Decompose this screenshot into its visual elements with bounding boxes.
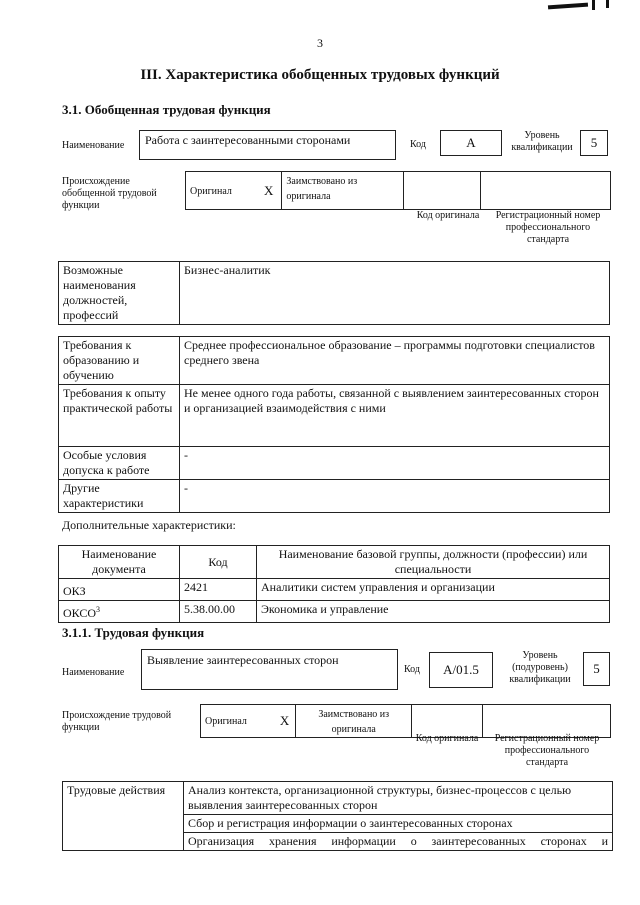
additional-code: 2421 [180, 579, 257, 601]
gtf-original-label: Оригинал [190, 185, 232, 197]
additional-name: Экономика и управление [257, 601, 610, 623]
tf-name-box [141, 649, 398, 690]
additional-header: Наименование документа [59, 546, 180, 579]
additional-table [58, 545, 610, 623]
requirement-label: Особые условия допуска к работе [59, 447, 180, 480]
tf-original-mark: X [279, 713, 290, 728]
positions-value: Бизнес-аналитик [180, 262, 610, 325]
action-item: Сбор и регистрация информации о заинтересованных сторонах [184, 815, 613, 833]
tf-code-value: A/01.5 [443, 662, 479, 677]
gtf-heading: 3.1. Обобщенная трудовая функция [62, 102, 271, 117]
requirement-label: Требования к опыту практической работы [59, 385, 180, 447]
tf-name-label: Наименование [62, 667, 125, 678]
additional-header: Наименование базовой группы, должности (профессии) или специальности [257, 546, 610, 579]
requirement-value: - [180, 447, 610, 480]
gtf-name-value: Работа с заинтересованными сторонами [145, 133, 351, 147]
requirement-value: Среднее профессиональное образование – программы подготовки специалистов среднего звена [180, 337, 610, 385]
scan-mark [606, 0, 609, 8]
gtf-level-label: Уровень квалификации [511, 130, 573, 153]
tf-level-label: Уровень (подуровень) квалификации [509, 650, 571, 685]
requirement-label: Другие характеристики [59, 480, 180, 513]
additional-header: Код [180, 546, 257, 579]
tf-reg-number-label: Регистрационный номер профессионального стандарта [494, 733, 600, 768]
gtf-code-label: Код [410, 139, 426, 150]
additional-heading: Дополнительные характеристики: [62, 518, 236, 532]
tf-heading: 3.1.1. Трудовая функция [62, 625, 205, 640]
section-title: III. Характеристика обобщенных трудовых функций [140, 67, 500, 83]
tf-name-value: Выявление заинтересованных сторон [147, 653, 339, 667]
gtf-level-box [580, 130, 608, 156]
gtf-code-original-cell [403, 172, 481, 210]
actions-label: Трудовые действия [63, 782, 184, 851]
requirement-label: Требования к образованию и обучению [59, 337, 180, 385]
scan-mark [592, 0, 595, 10]
tf-original-label: Оригинал [205, 716, 247, 727]
table-row [59, 579, 610, 601]
action-item: Анализ контекста, организационной структуры, бизнес-процессов с целью выявления заинтересованных сторон [184, 782, 613, 815]
gtf-name-box [139, 130, 396, 160]
gtf-borrowed-label: Заимствовано из оригинала [286, 176, 358, 202]
actions-table [62, 781, 613, 851]
requirement-value: - [180, 480, 610, 513]
tf-original-cell [201, 705, 296, 738]
scan-mark [548, 3, 588, 10]
gtf-level-value: 5 [590, 135, 598, 150]
tf-origin-label: Происхождение трудовой функции [62, 710, 172, 733]
positions-table [58, 261, 610, 325]
additional-doc: ОКЗ [59, 579, 180, 601]
gtf-code-original-label: Код оригинала [416, 210, 480, 221]
gtf-reg-number-label: Регистрационный номер профессионального стандарта [495, 210, 601, 245]
additional-code: 5.38.00.00 [180, 601, 257, 623]
tf-level-value: 5 [593, 661, 600, 676]
tf-borrowed-cell [296, 705, 412, 738]
action-item: Организация хранения информации о заинтересованных сторонах и [184, 833, 613, 851]
gtf-reg-number-cell [481, 172, 611, 210]
tf-code-label: Код [404, 664, 420, 675]
gtf-original-mark: X [264, 182, 274, 198]
gtf-name-label: Наименование [62, 140, 125, 151]
tf-code-original-label: Код оригинала [415, 733, 479, 744]
tf-level-box [583, 652, 610, 686]
requirements-table [58, 336, 610, 513]
tf-borrowed-label: Заимствовано из оригинала [318, 709, 390, 735]
table-row [59, 601, 610, 623]
gtf-original-cell [186, 172, 282, 210]
positions-label: Возможные наименования должностей, профессий [59, 262, 180, 325]
requirement-value: Не менее одного года работы, связанной с выявлением заинтересованных сторон и организацией взаимодействия с ними [180, 385, 610, 447]
tf-code-box [429, 652, 493, 688]
gtf-code-value: A [466, 135, 476, 150]
gtf-borrowed-cell [282, 172, 403, 210]
gtf-origin-label: Происхождение обобщенной трудовой функции [62, 176, 157, 211]
gtf-code-box [440, 130, 502, 156]
additional-doc: ОКСО$^3$ [59, 601, 180, 623]
page-number: 3 [317, 36, 323, 50]
gtf-origin-table [185, 171, 611, 210]
additional-name: Аналитики систем управления и организации [257, 579, 610, 601]
